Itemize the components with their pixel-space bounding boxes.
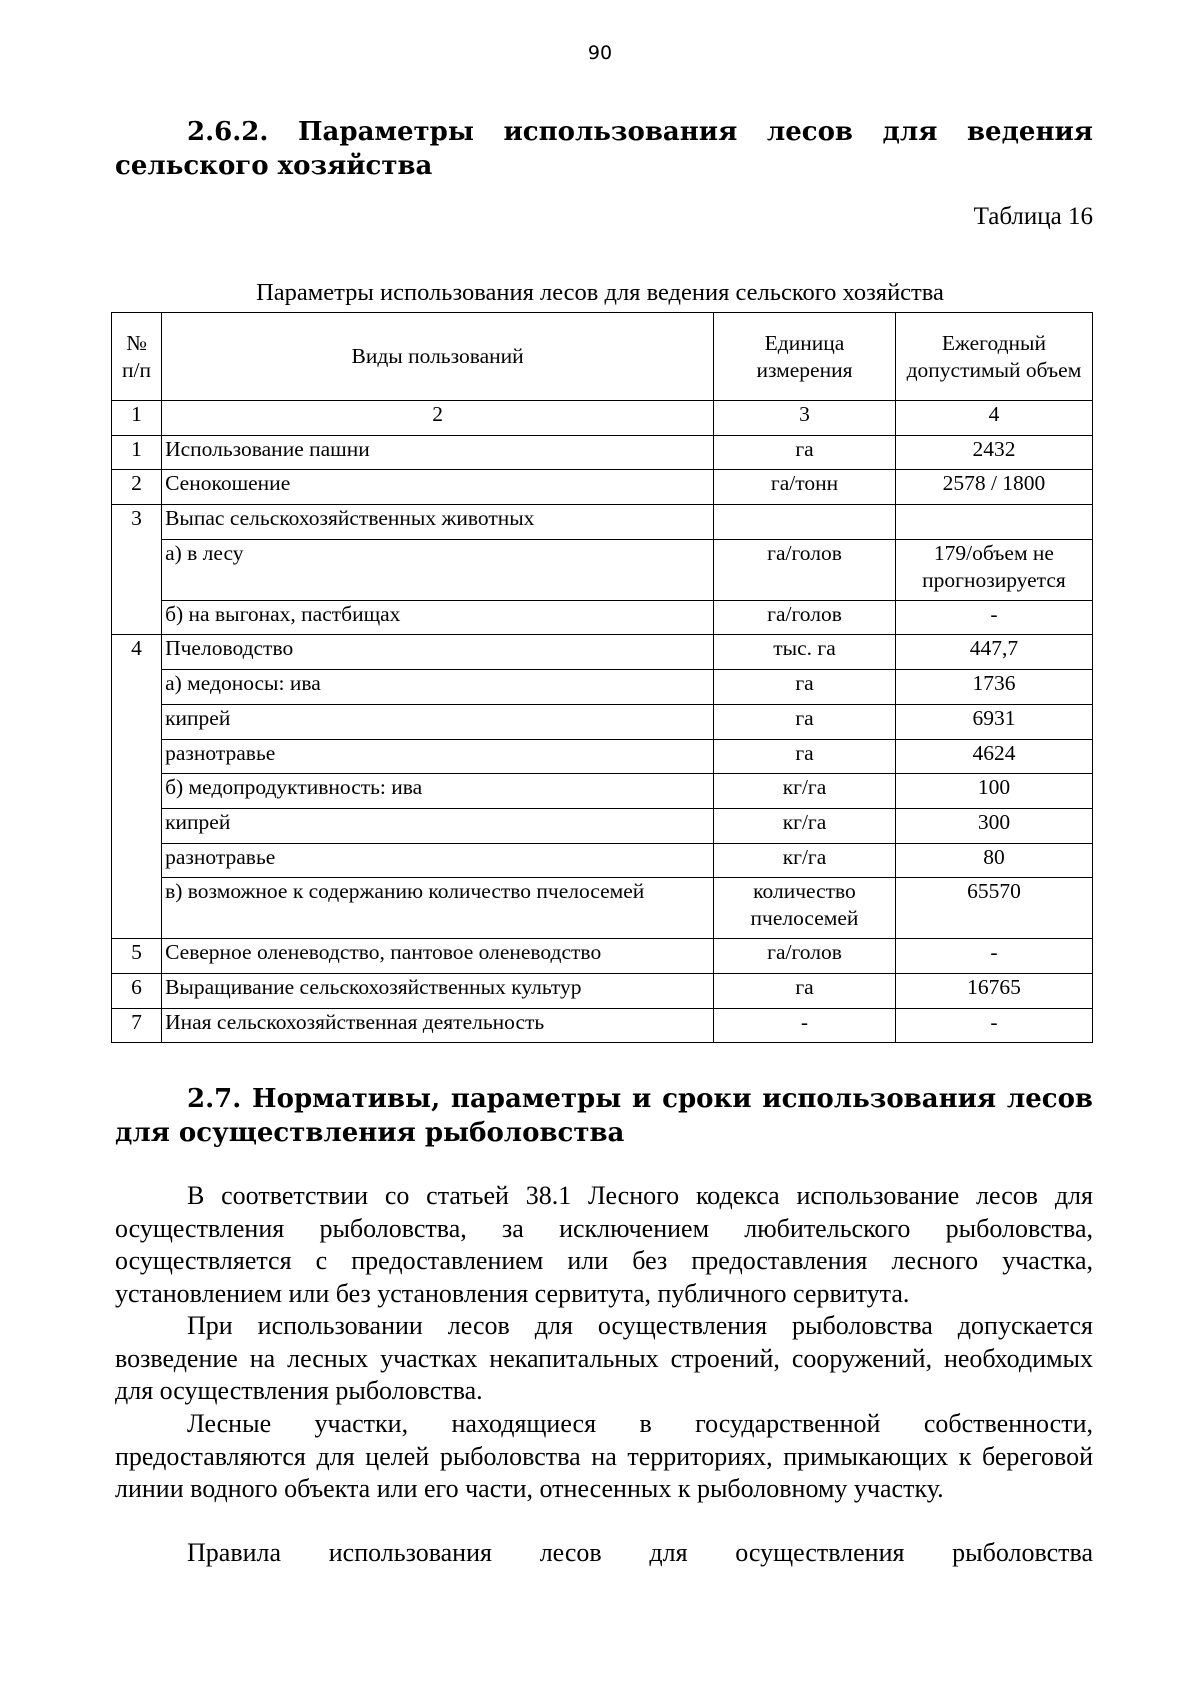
paragraph-text: При использовании лесов для осуществления рыболовства допускается возведение на лесных участках некапитальных строений, сооружений, необходимых для осуществления рыболовства.	[115, 1311, 1093, 1405]
paragraph-text: Правила использования лесов для осуществления рыболовства	[187, 1538, 1093, 1567]
row-name: Сенокошение	[162, 470, 714, 505]
row-name: Северное оленеводство, пантовое оленеводство	[162, 939, 714, 974]
row-name: Выращивание сельскохозяйственных культур	[162, 973, 714, 1008]
table-header-row	[112, 313, 1093, 401]
table-row	[112, 635, 1093, 670]
row-name: Пчеловодство	[162, 635, 714, 670]
row-unit: га	[714, 670, 896, 705]
row-number: 7	[112, 1008, 162, 1043]
page-number: 90	[587, 42, 613, 64]
row-unit: кг/га	[714, 774, 896, 809]
column-number: 3	[714, 401, 896, 436]
row-value: 100	[895, 774, 1092, 809]
row-name: разнотравье	[162, 843, 714, 878]
row-value: 65570	[895, 878, 1092, 939]
table-row	[112, 739, 1093, 774]
row-unit: тыс. га	[714, 635, 896, 670]
header-cell: Виды пользований	[162, 313, 714, 401]
row-value: 300	[895, 808, 1092, 843]
row-unit: га	[714, 435, 896, 470]
table-row	[112, 774, 1093, 809]
row-unit: га	[714, 739, 896, 774]
table-title: Параметры использования лесов для ведения сельского хозяйства	[256, 279, 944, 306]
row-unit: га	[714, 973, 896, 1008]
row-unit: кг/га	[714, 808, 896, 843]
row-name: кипрей	[162, 704, 714, 739]
row-name: а) в лесу	[162, 539, 714, 600]
row-name: б) на выгонах, пастбищах	[162, 600, 714, 635]
paragraph	[115, 1180, 1093, 1310]
table-row	[112, 600, 1093, 635]
table-row	[112, 843, 1093, 878]
paragraph-text: В соответствии со статьей 38.1 Лесного кодекса использование лесов для осуществления рыболовства, за исключением любительского рыболовства, осуществляется с предоставлением или без предоставления лесного участка, установлением или без установления сервитута, публичного сервитута.	[115, 1181, 1093, 1308]
header-cell: № п/п	[112, 313, 162, 401]
paragraph	[115, 1537, 1093, 1570]
row-unit: количество пчелосемей	[714, 878, 896, 939]
row-value: 179/объем не прогнозируется	[895, 539, 1092, 600]
row-value: 2432	[895, 435, 1092, 470]
table-caption: Таблица 16	[973, 203, 1093, 230]
row-unit: га/тонн	[714, 470, 896, 505]
row-number: 1	[112, 435, 162, 470]
row-name: кипрей	[162, 808, 714, 843]
row-name: Использование пашни	[162, 435, 714, 470]
row-name: Иная сельскохозяйственная деятельность	[162, 1008, 714, 1043]
row-value: 16765	[895, 973, 1092, 1008]
parameters-table	[111, 312, 1093, 1043]
table-row	[112, 670, 1093, 705]
row-name: а) медоносы: ива	[162, 670, 714, 705]
row-number: 5	[112, 939, 162, 974]
row-name: б) медопродуктивность: ива	[162, 774, 714, 809]
row-value: 80	[895, 843, 1092, 878]
header-cell: Ежегодный допустимый объем	[895, 313, 1092, 401]
table-row	[112, 435, 1093, 470]
row-number: 6	[112, 973, 162, 1008]
table-row	[112, 878, 1093, 939]
row-value: 1736	[895, 670, 1092, 705]
column-number: 1	[112, 401, 162, 436]
row-value: 2578 / 1800	[895, 470, 1092, 505]
row-value: 447,7	[895, 635, 1092, 670]
column-number: 2	[162, 401, 714, 436]
row-unit: га/голов	[714, 939, 896, 974]
row-value: -	[895, 1008, 1092, 1043]
table-row	[112, 973, 1093, 1008]
paragraph	[115, 1408, 1093, 1506]
row-name: разнотравье	[162, 739, 714, 774]
table-row	[112, 704, 1093, 739]
row-value: 6931	[895, 704, 1092, 739]
row-name: в) возможное к содержанию количество пчелосемей	[162, 878, 714, 939]
table-row	[112, 505, 1093, 540]
table-row	[112, 470, 1093, 505]
table-row	[112, 939, 1093, 974]
row-unit: га/голов	[714, 600, 896, 635]
section-heading	[115, 115, 1093, 183]
section-heading-text: 2.6.2. Параметры использования лесов для ведения сельского хозяйства	[115, 117, 1093, 181]
section-heading	[115, 1082, 1093, 1150]
row-value: -	[895, 600, 1092, 635]
row-unit: кг/га	[714, 843, 896, 878]
table-row	[112, 808, 1093, 843]
column-number: 4	[895, 401, 1092, 436]
row-unit: га	[714, 704, 896, 739]
row-value: -	[895, 939, 1092, 974]
paragraph-text: Лесные участки, находящиеся в государственной собственности, предоставляются для целей рыболовства на территориях, примыкающих к береговой линии водного объекта или его части, отнесенных к рыболовному участку.	[115, 1409, 1093, 1503]
row-number: 2	[112, 470, 162, 505]
row-number: 3	[112, 505, 162, 635]
section-heading-text: 2.7. Нормативы, параметры и сроки использования лесов для осуществления рыболовства	[115, 1084, 1093, 1148]
table-row	[112, 1008, 1093, 1043]
row-unit	[714, 505, 896, 540]
row-value	[895, 505, 1092, 540]
table-row	[112, 539, 1093, 600]
row-value: 4624	[895, 739, 1092, 774]
row-name: Выпас сельскохозяйственных животных	[162, 505, 714, 540]
row-unit: -	[714, 1008, 896, 1043]
paragraph	[115, 1310, 1093, 1408]
row-number: 4	[112, 635, 162, 939]
header-cell: Единица измерения	[714, 313, 896, 401]
row-unit: га/голов	[714, 539, 896, 600]
column-number-row	[112, 401, 1093, 436]
